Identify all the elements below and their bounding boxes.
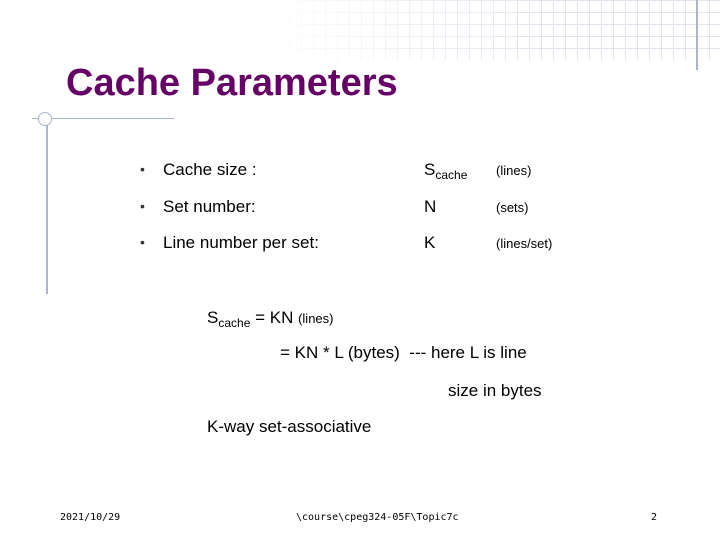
bullet-unit: (lines/set) xyxy=(496,236,553,251)
decorative-vertical-line-right xyxy=(696,0,698,70)
bullet-icon: • xyxy=(140,161,145,177)
slide-title: Cache Parameters xyxy=(66,62,398,104)
bullet-unit: (sets) xyxy=(496,200,529,215)
footer-path: \course\cpeg324-05F\Topic7c xyxy=(296,512,459,523)
formula-bytes-continued: size in bytes xyxy=(448,381,542,400)
formula-bytes: = KN * L (bytes) --- here L is line xyxy=(280,343,527,362)
decorative-vertical-line-left xyxy=(46,118,48,294)
footer-date: 2021/10/29 xyxy=(60,512,121,523)
note-k-way: K-way set-associative xyxy=(207,417,372,436)
formula-cache-size: $S_{cache}$ = KN (lines) xyxy=(207,308,334,330)
bullet-label: Line number per set: xyxy=(163,233,319,252)
decorative-grid-fade xyxy=(265,0,720,60)
footer-page-number: 2 xyxy=(651,512,658,523)
bullet-symbol: $S_{cache}$ xyxy=(424,160,468,182)
decorative-circle-icon xyxy=(38,112,52,126)
bullet-icon: • xyxy=(140,198,145,214)
bullet-label: Set number: xyxy=(163,197,256,216)
bullet-unit: (lines) xyxy=(496,163,532,178)
bullet-icon: • xyxy=(140,234,145,250)
bullet-symbol: N xyxy=(424,197,437,216)
bullet-label: Cache size : xyxy=(163,160,257,179)
decorative-horizontal-line xyxy=(32,118,174,119)
bullet-symbol: K xyxy=(424,233,436,252)
